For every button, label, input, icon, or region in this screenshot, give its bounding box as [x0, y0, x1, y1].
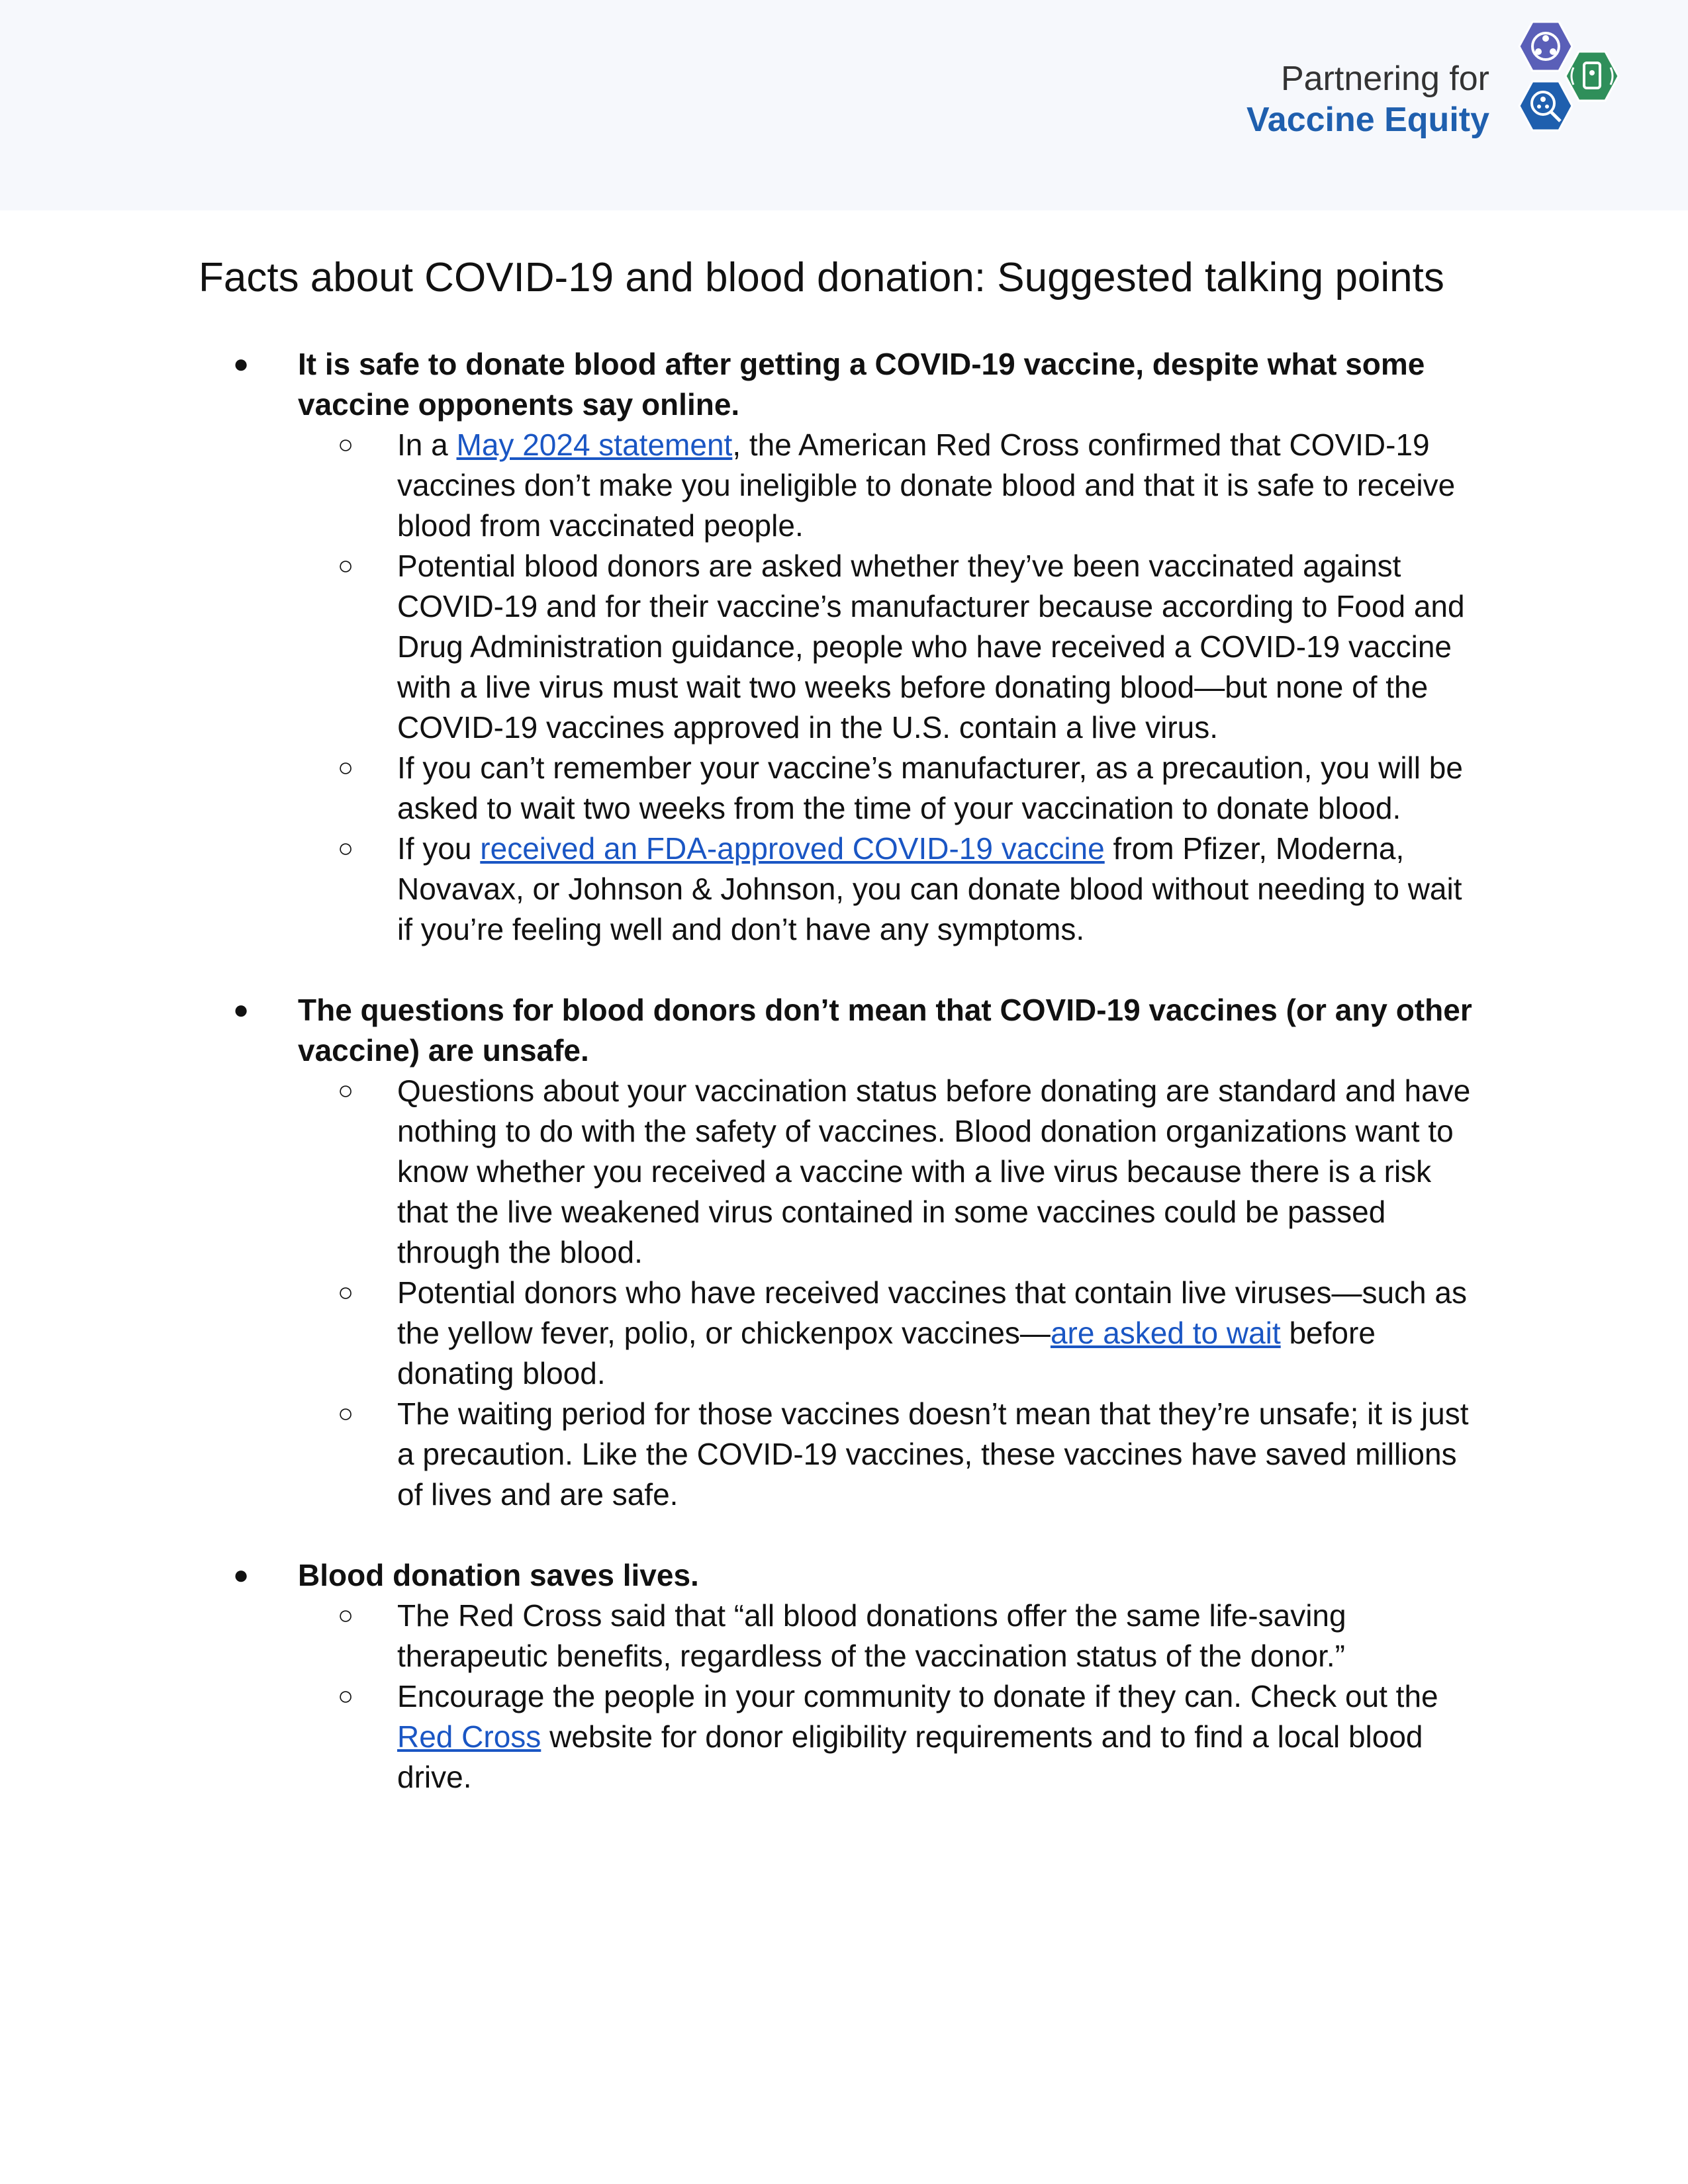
bullet-dot: ● [233, 1561, 250, 1590]
sub-bullet-circle: ○ [338, 1601, 354, 1630]
sub-bullet-item [199, 748, 1509, 829]
logo-hexagons-icon [1493, 20, 1658, 185]
sub-bullet-text: Potential blood donors are asked whether they’ve been vaccinated against COVID-19 and for their vaccine’s manufacturer because according to Food and Drug Administration guidance, people who have received a COVID-19 vaccine with a live virus must wait two weeks before donating blood—but none of the COVID-19 vaccines approved in the U.S. contain a live virus. [397, 549, 1465, 745]
text-segment: from Pfizer, Moderna, Novavax, or Johnson & Johnson, you can donate blood without needing to wait if you’re feeling well and don’t have any symptoms. [397, 831, 1462, 946]
are-asked-to-wait-link[interactable]: are asked to wait [1050, 1316, 1281, 1350]
sub-bullet-text [397, 1676, 1476, 1797]
sub-bullet-text: If you can’t remember your vaccine’s manufacturer, as a precaution, you will be asked to wait two weeks from the time of your vaccination to donate blood. [397, 751, 1463, 825]
sub-bullet-text: The Red Cross said that “all blood donations offer the same life-saving therapeutic benefits, regardless of the vaccination status of the donor.” [397, 1598, 1346, 1673]
sub-bullet-circle: ○ [338, 1682, 354, 1711]
sub-bullet-item [199, 1273, 1509, 1394]
main-bullet [199, 1555, 1509, 1596]
logo-text [1246, 58, 1489, 140]
sub-bullet-item [199, 546, 1509, 748]
text-segment: In a [397, 428, 457, 462]
logo-line-vaccine-equity: Vaccine Equity [1246, 101, 1489, 139]
sub-bullet-circle: ○ [338, 551, 354, 580]
text-segment: Encourage the people in your community to donate if they can. Check out the [397, 1679, 1438, 1713]
sub-bullet-circle: ○ [338, 1278, 354, 1307]
section-heading: The questions for blood donors don’t mean that COVID-19 vaccines (or any other vaccine) are unsafe. [298, 993, 1472, 1068]
main-bullet [199, 344, 1509, 425]
sub-bullet-circle: ○ [338, 1399, 354, 1428]
section-questions-not-unsafe [199, 990, 1509, 1515]
text-segment: If you [397, 831, 481, 866]
bullet-dot: ● [233, 349, 250, 379]
phone-hex-icon [1566, 52, 1618, 101]
sub-bullet-circle: ○ [338, 753, 354, 782]
sub-bullet-item [199, 1071, 1509, 1273]
sub-bullet-text [397, 1273, 1476, 1394]
talking-points [199, 344, 1509, 1838]
sub-bullet-item [199, 425, 1509, 546]
logo-line-partnering: Partnering for [1280, 60, 1489, 98]
sub-bullet-circle: ○ [338, 834, 354, 863]
text-segment: before donating blood. [397, 1316, 1376, 1390]
bullet-dot: ● [233, 995, 250, 1024]
people-network-hex-icon [1519, 22, 1572, 71]
fda-approved-vaccine-link[interactable]: received an FDA-approved COVID-19 vaccine [480, 831, 1105, 866]
sub-bullet-text [397, 425, 1476, 546]
sub-bullet-circle: ○ [338, 1076, 354, 1105]
sub-bullet-circle: ○ [338, 430, 354, 459]
section-heading: It is safe to donate blood after getting a COVID-19 vaccine, despite what some vaccine opponents say online. [298, 347, 1425, 422]
sub-bullet-item [199, 829, 1509, 950]
sub-bullet-item [199, 1394, 1509, 1515]
section-safe-to-donate [199, 344, 1509, 950]
text-segment: , the American Red Cross confirmed that COVID-19 vaccines don’t make you ineligible to donate blood and that it is safe to receive blood from vaccinated people. [397, 428, 1456, 543]
may-2024-statement-link[interactable]: May 2024 statement [456, 428, 733, 462]
sub-bullet-item [199, 1676, 1509, 1797]
section-saves-lives [199, 1555, 1509, 1797]
sub-bullet-item [199, 1596, 1509, 1676]
red-cross-link[interactable]: Red Cross [397, 1719, 541, 1754]
main-bullet [199, 990, 1509, 1071]
sub-bullet-text: Questions about your vaccination status before donating are standard and have nothing to do with the safety of vaccines. Blood donation organizations want to know whether you received a vaccine with a live virus because there is a risk that the live weakened virus contained in some vaccines could be passed through the blood. [397, 1073, 1471, 1269]
text-segment: website for donor eligibility requirements and to find a local blood drive. [397, 1719, 1423, 1794]
sub-bullet-text [397, 829, 1476, 950]
text-segment: Potential donors who have received vaccines that contain live viruses—such as the yellow fever, polio, or chickenpox vaccines— [397, 1275, 1467, 1350]
page-title: Facts about COVID-19 and blood donation: Suggested talking points [199, 255, 1444, 300]
sub-bullet-text: The waiting period for those vaccines doesn’t mean that they’re unsafe; it is just a precaution. Like the COVID-19 vaccines, these vaccines have saved millions of lives and are safe. [397, 1396, 1469, 1512]
section-heading: Blood donation saves lives. [298, 1558, 699, 1592]
